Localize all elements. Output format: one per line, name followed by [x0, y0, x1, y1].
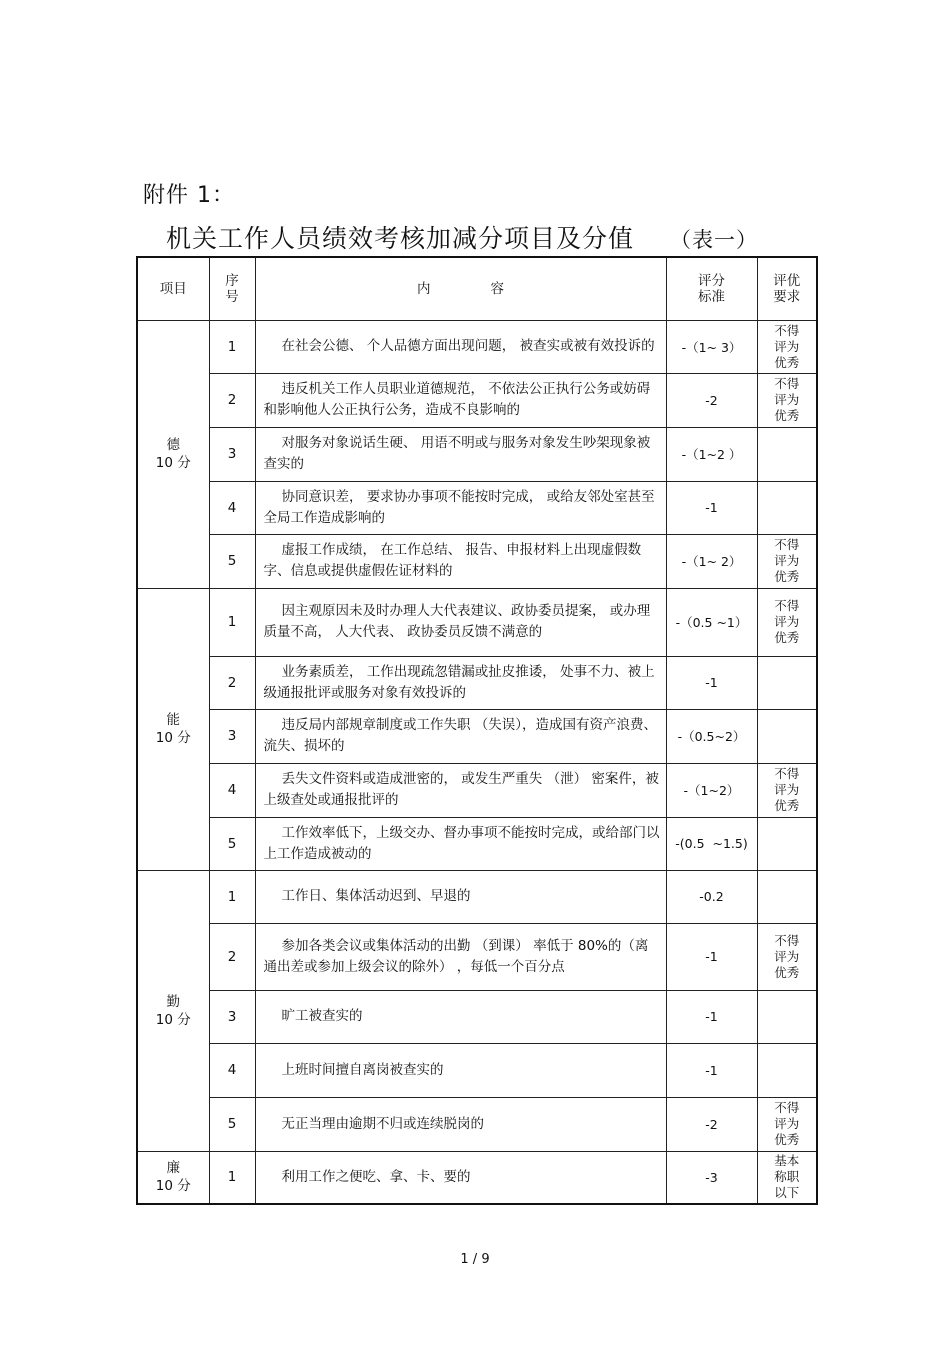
- requirement-cell: 不得 评为 优秀: [757, 763, 817, 817]
- score-cell: -（1~2 ）: [666, 427, 757, 481]
- content-cell: [255, 481, 666, 534]
- seq-cell: 4: [209, 481, 255, 534]
- table-row: [137, 588, 817, 656]
- score-cell: -3: [666, 1151, 757, 1204]
- content-cell: [255, 923, 666, 990]
- content-text: 旷工被查实的: [281, 1008, 363, 1024]
- content-cell: [255, 427, 666, 481]
- requirement-cell: 不得 评为 优秀: [757, 320, 817, 373]
- seq-cell: 2: [209, 373, 255, 427]
- attachment-label: 附件 1：: [143, 183, 235, 208]
- content-text: 违反机关工作人员职业道德规范， 不依法公正执行公务或妨碍和影响他人公正执行公务，造成不良影响的: [263, 381, 651, 418]
- content-text: 因主观原因未及时办理人大代表建议、政协委员提案， 或办理质量不高， 人大代表、 政协委员反馈不满意的: [263, 603, 651, 640]
- seq-cell: 1: [209, 1151, 255, 1204]
- requirement-cell: [757, 870, 817, 923]
- content-cell: [255, 588, 666, 656]
- title-text: 机关工作人员绩效考核加减分项目及分值: [166, 224, 635, 253]
- content-text: 丢失文件资料或造成泄密的， 或发生严重失 （泄） 密案件，被上级查处或通报批评的: [263, 771, 659, 808]
- content-text: 工作效率低下，上级交办、督办事项不能按时完成，或给部门以上工作造成被动的: [263, 824, 660, 862]
- score-table: [136, 256, 818, 1205]
- content-text: 违反局内部规章制度或工作失职 （失误），造成国有资产浪费、流失、损坏的: [263, 717, 658, 754]
- content-text: 对服务对象说话生硬、 用语不明或与服务对象发生吵架现象被查实的: [263, 435, 651, 472]
- score-cell: -1: [666, 481, 757, 534]
- content-text: 业务素质差， 工作出现疏忽错漏或扯皮推诿， 处事不力、被上级通报批评或服务对象有效投诉的: [263, 663, 655, 701]
- requirement-cell: [757, 427, 817, 481]
- category-cell: 德 10 分: [137, 320, 209, 588]
- header-item: 项目: [137, 257, 209, 320]
- seq-cell: 5: [209, 534, 255, 588]
- requirement-cell: [757, 709, 817, 763]
- seq-cell: 4: [209, 763, 255, 817]
- requirement-cell: 不得 评为 优秀: [757, 373, 817, 427]
- content-cell: [255, 1097, 666, 1151]
- score-cell: -0.2: [666, 870, 757, 923]
- content-cell: [255, 656, 666, 709]
- content-text: 工作日、集体活动迟到、早退的: [281, 888, 471, 904]
- score-cell: -(0.5 ~1.5): [666, 817, 757, 870]
- requirement-cell: 不得 评为 优秀: [757, 923, 817, 990]
- category-cell: 能 10 分: [137, 588, 209, 870]
- requirement-cell: [757, 656, 817, 709]
- content-cell: [255, 817, 666, 870]
- requirement-cell: 不得 评为 优秀: [757, 534, 817, 588]
- header-score: 评分 标准: [666, 257, 757, 320]
- content-text: 无正当理由逾期不归或连续脱岗的: [281, 1115, 484, 1132]
- table-row: [137, 990, 817, 1043]
- table-row: [137, 481, 817, 534]
- category-cell: 廉 10 分: [137, 1151, 209, 1204]
- table-row: [137, 709, 817, 763]
- seq-cell: 3: [209, 709, 255, 763]
- table-row: [137, 320, 817, 373]
- content-text: 利用工作之便吃、拿、卡、要的: [281, 1168, 471, 1185]
- header-seq: 序 号: [209, 257, 255, 320]
- content-text: 参加各类会议或集体活动的出勤 （到课） 率低于 80%的（离通出差或参加上级会议的除外） ，每低一个百分点: [263, 937, 649, 975]
- score-cell: -1: [666, 1043, 757, 1097]
- table-row: [137, 817, 817, 870]
- seq-cell: 2: [209, 923, 255, 990]
- score-cell: -2: [666, 373, 757, 427]
- seq-cell: 5: [209, 817, 255, 870]
- table-row: [137, 427, 817, 481]
- seq-cell: 1: [209, 870, 255, 923]
- requirement-cell: 基本 称职 以下: [757, 1151, 817, 1204]
- seq-cell: 4: [209, 1043, 255, 1097]
- score-cell: -1: [666, 656, 757, 709]
- table-row: [137, 1043, 817, 1097]
- content-text: 协同意识差， 要求协办事项不能按时完成， 或给友邻处室甚至全局工作造成影响的: [263, 488, 655, 526]
- category-cell: 勤 10 分: [137, 870, 209, 1151]
- page-number: 1 / 9: [460, 1252, 490, 1267]
- table-row: [137, 1097, 817, 1151]
- seq-cell: 1: [209, 588, 255, 656]
- table-row: [137, 870, 817, 923]
- requirement-cell: [757, 1043, 817, 1097]
- content-cell: [255, 1151, 666, 1204]
- score-cell: -1: [666, 923, 757, 990]
- score-cell: -（0.5~2）: [666, 709, 757, 763]
- seq-cell: 2: [209, 656, 255, 709]
- header-content: 内 容: [255, 257, 666, 320]
- score-cell: -（1~ 3）: [666, 320, 757, 373]
- header-req: 评优 要求: [757, 257, 817, 320]
- content-text: 上班时间擅自离岗被查实的: [281, 1061, 444, 1078]
- content-text: 在社会公德、 个人品德方面出现问题， 被查实或被有效投诉的: [281, 338, 655, 354]
- score-cell: -（1~2）: [666, 763, 757, 817]
- table-row: [137, 1151, 817, 1204]
- score-cell: -1: [666, 990, 757, 1043]
- content-cell: [255, 990, 666, 1043]
- document-title: [166, 219, 758, 255]
- requirement-cell: [757, 990, 817, 1043]
- content-cell: [255, 763, 666, 817]
- table-row: [137, 923, 817, 990]
- content-text: 虚报工作成绩， 在工作总结、 报告、申报材料上出现虚假数字、信息或提供虚假佐证材料的: [263, 542, 642, 579]
- seq-cell: 1: [209, 320, 255, 373]
- score-cell: -2: [666, 1097, 757, 1151]
- requirement-cell: [757, 817, 817, 870]
- table-row: [137, 763, 817, 817]
- table-row: [137, 534, 817, 588]
- table-number: （表一）: [670, 228, 759, 252]
- table-row: [137, 656, 817, 709]
- content-cell: [255, 709, 666, 763]
- table-row: [137, 373, 817, 427]
- requirement-cell: 不得 评为 优秀: [757, 588, 817, 656]
- content-cell: [255, 1043, 666, 1097]
- seq-cell: 3: [209, 990, 255, 1043]
- score-cell: -（1~ 2）: [666, 534, 757, 588]
- header-row: [137, 257, 817, 320]
- content-cell: [255, 320, 666, 373]
- score-cell: -（0.5 ~1）: [666, 588, 757, 656]
- requirement-cell: [757, 481, 817, 534]
- seq-cell: 3: [209, 427, 255, 481]
- content-cell: [255, 870, 666, 923]
- content-cell: [255, 373, 666, 427]
- requirement-cell: 不得 评为 优秀: [757, 1097, 817, 1151]
- content-cell: [255, 534, 666, 588]
- seq-cell: 5: [209, 1097, 255, 1151]
